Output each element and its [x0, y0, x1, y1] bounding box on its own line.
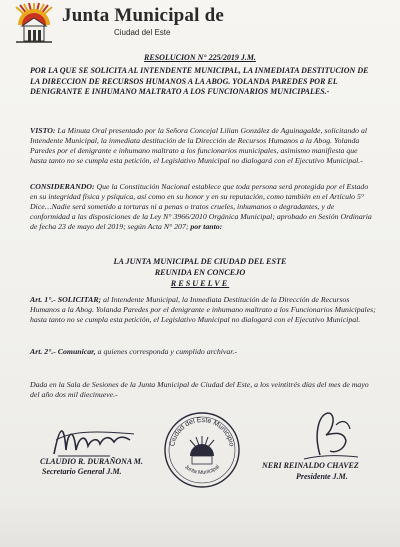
visto-paragraph	[30, 126, 376, 166]
resolution-number: RESOLUCION N° 225/2019 J.M.	[144, 53, 256, 62]
article-1-label: Art. 1°.- SOLICITAR;	[30, 295, 102, 304]
org-subtitle: Ciudad del Este	[114, 28, 171, 37]
municipal-seal-icon	[162, 410, 242, 490]
signature-right-icon	[300, 405, 360, 465]
page-bottom-shade	[0, 500, 400, 547]
signature-left-icon	[50, 420, 138, 460]
resuelve-heading: RESUELVE	[170, 279, 230, 288]
letterhead	[10, 3, 390, 47]
article-2	[30, 347, 376, 357]
resolution-subject: POR LA QUE SE SOLICITA AL INTENDENTE MUNICIPAL, LA INMEDIATA DESTITUCION DE LA DIRECCION DE RECURSOS HUMANOS A LA ABOG. YOLANDA PAREDES POR EL DENIGRANTE E INHUMANO MALTRATO A LOS FUNCIONARIOS MUNICIPALES.-	[30, 66, 369, 97]
por-tanto: por tanto:	[190, 222, 223, 231]
article-1-text: al Intendente Municipal, la Inmediata Destitución de la Dirección de Recursos Humanos a la Abog. Yolanda Paredes por el denigrante e inhumano maltrato a los Funcionarios Municipales; hasta tanto no se cumpla esta petición, el Legislativo Municipal no dialogará con el Ejecutivo Municipal.	[30, 295, 376, 324]
considerando-paragraph	[30, 182, 376, 232]
signer-left-name: CLAUDIO R. DURAÑONA M.	[40, 457, 143, 466]
signer-right-title: Presidente J.M.	[296, 472, 348, 481]
org-name: Junta Municipal de	[62, 5, 224, 26]
article-2-label: Art. 2°.- Comunicar,	[30, 347, 96, 356]
considerando-text: Que la Constitución Nacional establece que toda persona será protegida por el Estado en su integridad física y psíquica, así como en su honor y en su reputación, como también en el Artículo 5° Dice…Nadie será sometido a torturas ni a penas o tratos crueles, inhumanos o degradantes, y de conformidad a las disposiciones de la Ley N° 3966/2010 Orgánica Municipal; aprobado en Sesión Ordinaria de fecha 23 de mayo del 2019; según Acta N° 207;	[30, 182, 372, 231]
svg-text:Junta Municipal	[183, 464, 221, 476]
dada-paragraph: Dada en la Sala de Sesiones de la Junta Municipal de Ciudad del Este, a los veintitrés días del mes de mayo del año dos mil diecinueve.-	[30, 380, 369, 399]
visto-label: VISTO:	[30, 126, 56, 135]
council-title: LA JUNTA MUNICIPAL DE CIUDAD DEL ESTE	[113, 257, 287, 266]
council-subtitle: REUNIDA EN CONCEJO	[154, 268, 246, 277]
seal-top-text: Ciudad del Este Municipio	[169, 416, 235, 448]
visto-text: La Minuta Oral presentado por la Señora Concejal Lilian González de Aguinagalde, solicitando al Intendente Municipal, la inmediata destitución de la Dirección de Recursos Humanos a la Abog. Yolanda Paredes por el denigrante e inhumano maltrato a los funcionarios municipales, asimismo manifiesta que hasta tanto no se cumpla esta petición, el Legislativo Municipal no dialogará con el Ejecutivo Municipal.-	[30, 126, 368, 165]
signer-left-title: Secretario General J.M.	[42, 467, 122, 476]
signer-right-name: NERI REINALDO CHAVEZ	[262, 461, 359, 470]
considerando-label: CONSIDERANDO:	[30, 182, 95, 191]
seal-bottom-text: Junta Municipal	[183, 464, 221, 477]
article-2-text: a quienes corresponda y cumplido archivar.-	[95, 347, 237, 356]
article-1	[30, 295, 376, 325]
municipal-logo-icon	[10, 3, 58, 45]
